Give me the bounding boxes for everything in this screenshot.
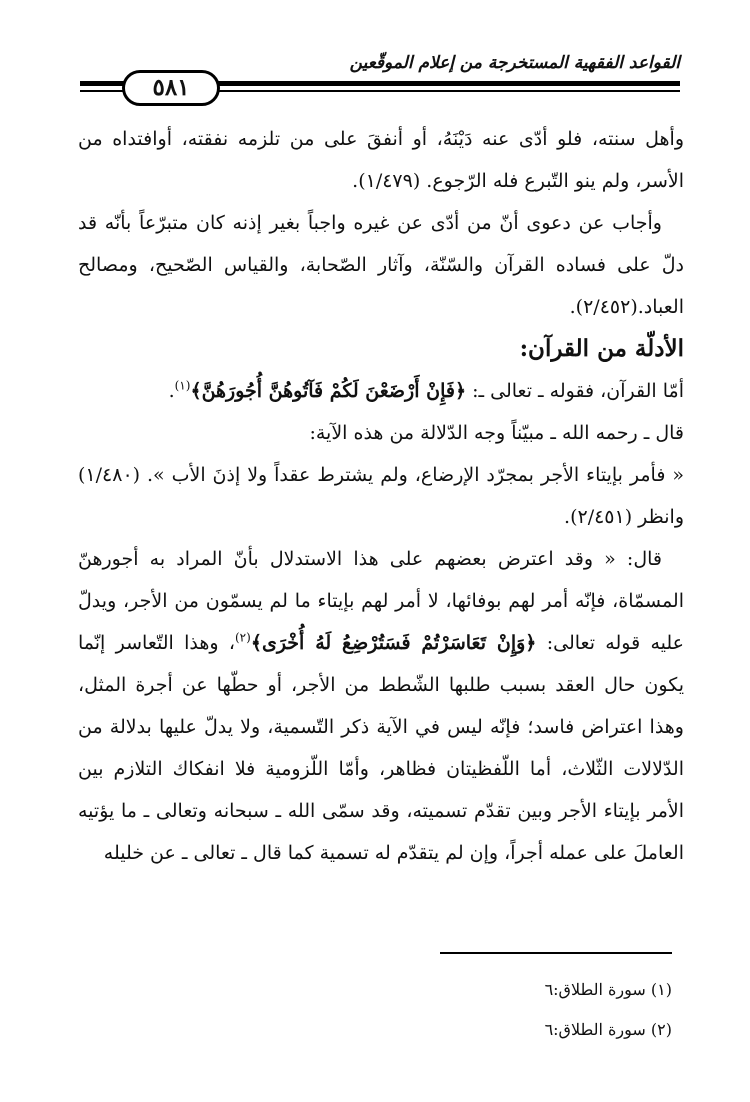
- section-heading: الأدلّة من القرآن:: [519, 335, 684, 362]
- paragraph-5: « فأمر بإيتاء الأجر بمجرّد الإرضاع، ولم يشترط عقداً ولا إذنَ الأب ». (١/٤٨٠) وانظر (٢/٤٥١).: [78, 464, 684, 528]
- paragraph-6: [78, 538, 684, 874]
- paragraph-4: قال ـ رحمه الله ـ مبيّناً وجه الدّلالة من هذه الآية:: [309, 422, 684, 444]
- paragraph-6-a: قال: « وقد اعترض بعضهم على هذا الاستدلال بأنّ المراد به أجورهنّ المسمّاة، فإنّه أمر لهم بوفائها، لا أمر لهم بإيتاء ما لم يسمّون من الأجر، ويدلّ عليه قوله تعالى:: [78, 548, 685, 654]
- paragraph-1: وأهل سنته، فلو أدّى عنه دَيْنَهُ، أو أنفقَ على من تلزمه نفقته، أوافتداه من الأسر، ولم ينو التّبرع فله الرّجوع. (١/٤٧٩).: [78, 128, 684, 192]
- page-number-badge: ٥٨١: [122, 70, 220, 106]
- main-text: [78, 118, 684, 874]
- quran-verse-2: ﴿وَإِنْ تَعَاسَرْتُمْ فَسَتُرْضِعُ لَهُ أُخْرَى﴾: [250, 632, 537, 654]
- quran-verse-1: ﴿فَإِنْ أَرْضَعْنَ لَكُمْ فَآتُوهُنَّ أُجُورَهُنَّ﴾: [190, 380, 467, 402]
- footnote-1: (١) سورة الطلاق:٦: [544, 980, 672, 999]
- footnote-ref-1: (١): [174, 378, 191, 393]
- quran-intro: أمّا القرآن، فقوله ـ تعالى ـ:: [466, 380, 684, 402]
- paragraph-3-end: .: [168, 380, 175, 402]
- footnotes: [272, 970, 672, 1050]
- paragraph-3: [78, 370, 684, 412]
- footnote-separator: [440, 952, 672, 954]
- footnote-ref-2: (٢): [234, 630, 251, 645]
- page-header: [80, 50, 680, 110]
- paragraph-2: وأجاب عن دعوى أنّ من أدّى عن غيره واجباً بغير إذنه كان متبرّعاً بأنّه قد دلّ على فساده القرآن والسّنّة، وآثار الصّحابة، والقياس الصّحيح، ومصالح العباد.(٢/٤٥٢).: [78, 212, 684, 318]
- running-title: القواعد الفقهية المستخرجة من إعلام الموقّعين: [349, 53, 680, 73]
- footnote-2: (٢) سورة الطلاق:٦: [544, 1020, 672, 1039]
- paragraph-6-b: ، وهذا التّعاسر إنّما يكون حال العقد بسبب طلبها الشّطط من الأجر، أو حطّها عن أجرة المثل، وهذا اعتراض فاسد؛ فإنّه ليس في الآية ذكر التّسمية، ولا يدلّ عليها بدلالة من الدّلالات الثّلاث، أما اللّفظيتان فظاهر، وأمّا اللّزومية فلا انفكاك التلازم بين الأمر بإيتاء الأجر وبين تقدّم تسميته، وقد سمّى الله ـ سبحانه وتعالى ـ ما يؤتيه العاملَ على عمله أجراً، وإن لم يتقدّم له تسمية كما قال ـ تعالى ـ عن خليله: [78, 632, 684, 864]
